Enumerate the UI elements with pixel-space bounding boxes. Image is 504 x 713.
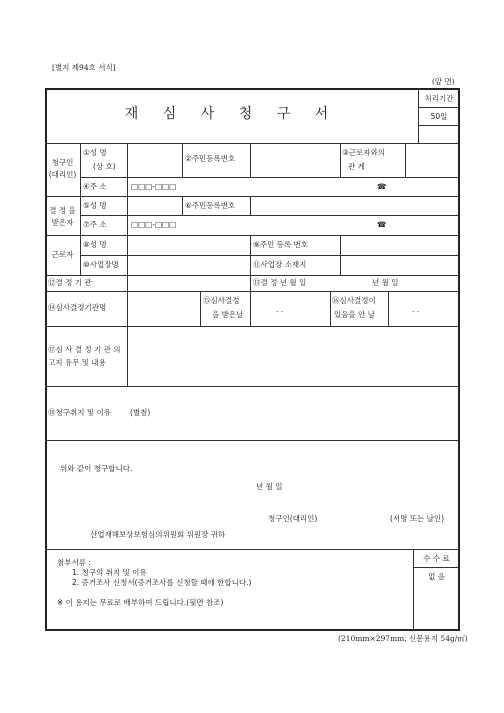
claimant-relation-sublabel: 관 계 xyxy=(348,162,365,171)
recipient-zip-boxes: □□□-□□□ xyxy=(131,220,177,229)
claimant-rrn-label: ②주민등록번호 xyxy=(185,154,236,163)
col-border xyxy=(127,326,128,386)
review-agency-label: ⑭심사결정기관명 xyxy=(48,303,107,312)
claim-statement: 위와 같이 청구합니다. xyxy=(60,464,133,473)
row-divider xyxy=(45,196,460,197)
claimant-zip-boxes: □□□-□□□ xyxy=(131,182,177,191)
fee-label: 수 수 료 xyxy=(423,554,450,563)
fee-value: 없 음 xyxy=(428,572,445,581)
free-distribution-note: ※ 이 용지는 무료로 배부하여 드립니다.(뒷면 참조) xyxy=(57,598,224,607)
worker-name-label: ⑧성 명 xyxy=(83,240,107,249)
decision-agency-label: ⑫결 정 기 관 xyxy=(48,278,92,287)
col-border xyxy=(182,196,183,215)
reason-label: ⑱청구취지 및 이유 xyxy=(48,408,111,417)
col-border xyxy=(330,291,331,326)
decision-date-value: 년 월 일 xyxy=(372,278,399,287)
attachments-title: 첨부서류 : xyxy=(57,558,91,567)
notice-label: ⑰심 사 결 정 기 관 의 xyxy=(48,345,121,354)
claimant-phone-icon: ☎ xyxy=(377,182,387,191)
col-border xyxy=(250,235,251,291)
col-border xyxy=(127,143,128,235)
review-known-sublabel: 있음을 안 날 xyxy=(334,310,375,319)
period-divider-2 xyxy=(418,125,460,126)
recipient-group-label: 결 정 을 xyxy=(49,206,76,215)
claimant-name-label: ①성 명 xyxy=(83,148,107,157)
attachment-item: 1. 청구의 취지 및 이유 xyxy=(72,568,147,577)
workplace-name-label: ⑩사업장명 xyxy=(83,260,119,269)
review-known-label: ⑯심사결정이 xyxy=(332,296,376,305)
claimant-signature-label: 청구인(대리인) xyxy=(268,514,318,523)
row-divider xyxy=(45,275,460,276)
row-divider xyxy=(80,177,460,178)
notice-sublabel: 고지 유무 및 내용 xyxy=(48,358,106,367)
row-divider xyxy=(45,386,460,387)
col-border xyxy=(250,291,251,326)
col-border xyxy=(200,291,201,326)
col-border xyxy=(182,143,183,177)
row-divider xyxy=(45,326,460,327)
review-received-sublabel: 을 받은날 xyxy=(212,310,244,319)
row-divider xyxy=(80,255,460,256)
decision-date-label: ⑬결 정 년 월 일 xyxy=(253,278,307,287)
row-divider xyxy=(45,440,460,441)
col-border xyxy=(127,235,128,275)
recipient-rrn-label: ⑥주민등록번호 xyxy=(185,201,236,210)
period-divider xyxy=(418,107,460,108)
signature-date: 년 월 일 xyxy=(256,482,283,491)
row-divider xyxy=(45,549,460,550)
recipient-name-label: ⑤성 명 xyxy=(83,201,107,210)
recipient-group-sublabel: 받은자 xyxy=(51,218,74,227)
row-divider xyxy=(45,235,460,236)
col-border xyxy=(127,275,128,291)
attachment-item: 2. 증거조사 신청서(증거조사를 신청할 때에 한합니다.) xyxy=(72,578,252,587)
review-known-date: . . xyxy=(412,305,420,314)
reason-value: (별첨) xyxy=(130,408,151,417)
form-title: 재 심 사 청 구 서 xyxy=(124,106,339,122)
sign-or-seal-label: (서명 또는 날인) xyxy=(390,514,445,523)
form-reference: [별지 제94호 서식] xyxy=(52,63,116,72)
fee-divider xyxy=(413,567,460,568)
worker-rrn-label: ⑨주민 등록 번호 xyxy=(253,240,308,249)
claimant-group-sublabel: (대리인) xyxy=(48,170,77,179)
row-divider xyxy=(45,291,460,292)
paper-spec: (210mm×297mm, 신문용지 54g/㎡) xyxy=(338,634,468,643)
recipient-phone-icon: ☎ xyxy=(377,220,387,229)
row-divider xyxy=(80,215,460,216)
col-border xyxy=(340,235,341,275)
worker-group-label: 근로자 xyxy=(51,250,74,259)
col-border xyxy=(388,291,389,326)
claimant-company-label: (상 호) xyxy=(93,162,116,171)
col-border xyxy=(405,143,406,177)
claimant-address-label: ④주 소 xyxy=(83,182,107,191)
col-border xyxy=(127,291,128,326)
label-column-border xyxy=(80,143,81,275)
recipient-address-label: ⑦주 소 xyxy=(83,220,107,229)
workplace-address-label: ⑪사업장 소재지 xyxy=(253,260,307,269)
claimant-relation-label: ③근로자와의 xyxy=(342,148,385,157)
processing-period-value: 50일 xyxy=(430,112,448,121)
col-border xyxy=(250,196,251,215)
review-received-label: ⑮심사결정 xyxy=(203,296,240,305)
page-side-label: (앞 면) xyxy=(432,77,455,86)
processing-period-label: 처리기간 xyxy=(424,94,454,103)
review-received-date: . . xyxy=(276,305,284,314)
title-row-divider xyxy=(45,143,460,144)
col-border xyxy=(340,143,341,177)
col-border xyxy=(250,143,251,177)
addressee: 산업재해보상보험심의위원회 위원장 귀하 xyxy=(90,530,226,539)
claimant-group-label: 청구인 xyxy=(51,158,74,167)
